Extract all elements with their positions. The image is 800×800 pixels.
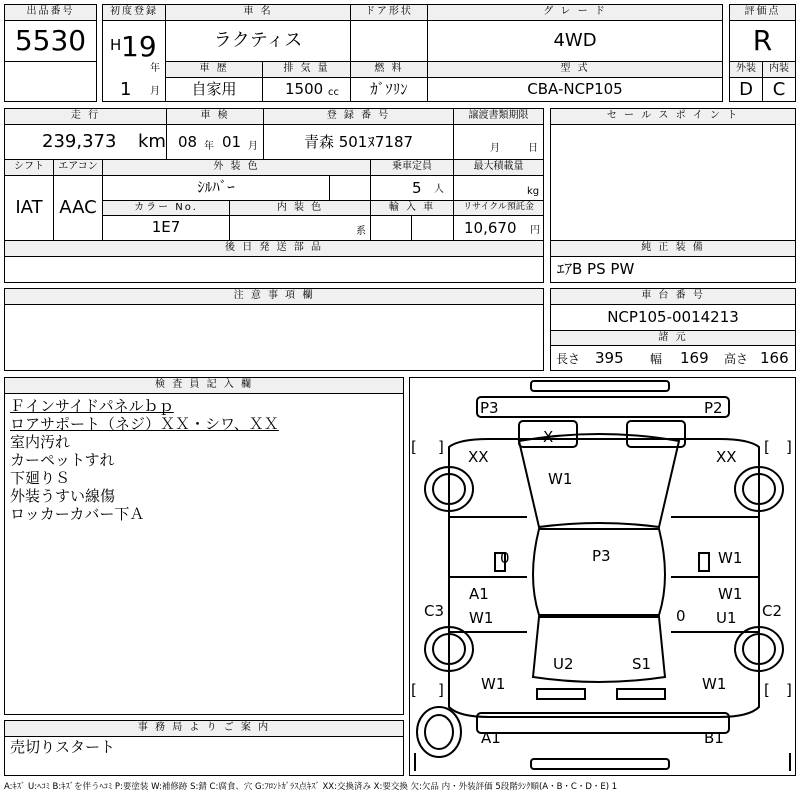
mark-a1-bumper: A1 xyxy=(481,729,501,747)
year-unit: 年 xyxy=(150,63,160,74)
mark-x-glass: X xyxy=(543,428,554,446)
transfer-month-unit: 月 xyxy=(490,143,500,154)
kg-unit: kg xyxy=(527,186,540,197)
int-color-header: 内 装 色 xyxy=(229,200,371,216)
history-header: 車 歴 xyxy=(165,61,263,78)
door-cell xyxy=(350,20,428,62)
fuel-value: ｶﾞｿﾘﾝ xyxy=(370,80,408,98)
mark-c2-right: C2 xyxy=(762,602,783,620)
import-cell-a xyxy=(370,215,412,241)
yen-unit: 円 xyxy=(530,225,540,236)
mark-p2-top: P2 xyxy=(704,399,723,417)
length-label: 長さ xyxy=(556,352,581,366)
reg-number-header: 登 録 番 号 xyxy=(263,108,454,125)
inspector-note: 外装うすい線傷 xyxy=(10,487,116,505)
import-cell-b xyxy=(411,215,454,241)
interior-value: C xyxy=(772,79,786,100)
later-parts-cell xyxy=(4,256,544,283)
capacity-header: 乗車定員 xyxy=(370,159,454,176)
car-name-header: 車 名 xyxy=(165,4,351,21)
history-value: 自家用 xyxy=(191,80,237,98)
lot-number-value: 5530 xyxy=(14,24,87,57)
ext-color-value: ｼﾙﾊﾞｰ xyxy=(197,178,235,196)
genuine-equip-header: 純 正 装 備 xyxy=(550,240,796,257)
persons-unit: 人 xyxy=(434,184,444,195)
mark-bracket-right-bottom-close: ] xyxy=(786,681,792,699)
mark-w1-right-front: W1 xyxy=(718,549,743,567)
aircon-header: エアコン xyxy=(53,159,103,176)
aircon-value: AAC xyxy=(59,197,97,218)
car-diagram xyxy=(409,377,796,776)
sales-point-header: セ ー ル ス ポ イ ン ト xyxy=(550,108,796,125)
max-load-header: 最大積載量 xyxy=(453,159,544,176)
lot-number-blank-cell xyxy=(4,61,97,102)
kei-unit: 系 xyxy=(356,226,366,237)
shift-header: シフト xyxy=(4,159,54,176)
cc-unit: cc xyxy=(328,87,339,98)
displacement-value: 1500 xyxy=(285,80,324,98)
mark-bracket-left-top-close: ] xyxy=(438,438,444,456)
lot-number-header: 出品番号 xyxy=(4,4,97,21)
exterior-header: 外装 xyxy=(729,61,763,78)
score-header: 評価点 xyxy=(729,4,796,21)
inspector-header: 検 査 員 記 入 欄 xyxy=(4,377,404,394)
height-value: 166 xyxy=(760,349,789,367)
mark-b1-bumper: B1 xyxy=(704,729,724,747)
recycle-value: 10,670 xyxy=(464,219,517,237)
inspection-year-value: 08 xyxy=(178,133,198,151)
chassis-value: NCP105-0014213 xyxy=(607,308,739,326)
notes-header: 注 意 事 項 欄 xyxy=(4,288,544,305)
mark-bracket-right-top-open: [ xyxy=(764,438,770,456)
mark-u1-right: U1 xyxy=(716,609,737,627)
km-unit: km xyxy=(138,131,166,152)
recycle-header: リサイクル預託金 xyxy=(453,200,544,216)
inspector-note: ロッカーカバー下Ａ xyxy=(10,505,145,523)
inspector-note: Ｆインサイドパネルｂｐ xyxy=(10,397,174,415)
inspector-note: ロアサポート（ネジ）ＸＸ・シワ、ＸＸ xyxy=(10,415,279,433)
inspection-year-unit: 年 xyxy=(204,141,214,152)
grade-header: グ レ ー ド xyxy=(427,4,723,21)
mark-w1-hood: W1 xyxy=(548,470,573,488)
specs-header: 諸 元 xyxy=(550,330,796,346)
displacement-header: 排 気 量 xyxy=(262,61,351,78)
chassis-header: 車 台 番 号 xyxy=(550,288,796,305)
color-no-header: カラー No. xyxy=(102,200,230,216)
door-header: ドア形状 xyxy=(350,4,428,21)
model-code-header: 型 式 xyxy=(427,61,723,78)
mark-s1-rear: S1 xyxy=(632,655,652,673)
inspector-note: 下廻りＳ xyxy=(10,469,71,487)
length-value: 395 xyxy=(595,349,624,367)
mark-w1-right-rear: W1 xyxy=(702,675,727,693)
month-value: 1 xyxy=(120,79,132,100)
inspection-month-value: 01 xyxy=(222,133,242,151)
era-value: H xyxy=(110,36,122,54)
month-unit: 月 xyxy=(150,86,160,97)
inspector-note: カーペットすれ xyxy=(10,451,115,469)
legend-footer: A:ｷｽﾞ U:ﾍｺﾐ B:ｷｽﾞを伴うﾍｺﾐ P:要塗装 W:補修跡 S:錆 C:腐食、穴 G:ﾌﾛﾝﾄｶﾞﾗｽ点ｷｽﾞ XX:交換済み X:要交換 欠:欠品 内・外装評価 5段階ﾗﾝｸ順(A・B・C・D・E) 1 xyxy=(4,782,618,792)
exterior-value: D xyxy=(739,79,753,100)
mark-bracket-left-bottom-close: ] xyxy=(438,681,444,699)
mileage-value: 239,373 xyxy=(42,131,117,152)
shift-value: IAT xyxy=(15,197,43,218)
inspector-note: 室内汚れ xyxy=(10,433,71,451)
height-label: 高さ xyxy=(724,352,749,366)
mark-p3-top: P3 xyxy=(480,399,499,417)
transfer-docs-cell xyxy=(453,124,544,160)
mark-a1-left: A1 xyxy=(469,585,489,603)
mark-w1-left-rear: W1 xyxy=(481,675,506,693)
grade-value: 4WD xyxy=(553,30,597,51)
mark-w1-right-door: W1 xyxy=(718,585,743,603)
mark-bracket-right-bottom-open: [ xyxy=(764,681,770,699)
mark-p3-roof: P3 xyxy=(592,547,611,565)
sales-point-cell xyxy=(550,124,796,241)
interior-header: 内装 xyxy=(762,61,796,78)
mark-bracket-left-bottom-open: [ xyxy=(411,681,417,699)
mileage-header: 走 行 xyxy=(4,108,167,125)
office-note: 売切りスタート xyxy=(10,738,116,756)
int-color-cell xyxy=(229,215,371,241)
notes-cell xyxy=(4,304,544,371)
score-value: R xyxy=(752,24,773,57)
inspector-notes xyxy=(10,397,279,523)
later-parts-header: 後 日 発 送 部 品 xyxy=(4,240,544,257)
mark-bracket-left-top-open: [ xyxy=(411,438,417,456)
mark-w1-left-door: W1 xyxy=(469,609,494,627)
model-code-value: CBA-NCP105 xyxy=(527,80,623,98)
mark-xx-left: XX xyxy=(468,448,489,466)
mark-o-left: 0 xyxy=(500,549,510,567)
ext-color-extra-cell xyxy=(329,175,371,201)
fuel-header: 燃 料 xyxy=(350,61,428,78)
inspection-header: 車 検 xyxy=(166,108,264,125)
mark-xx-right: XX xyxy=(716,448,737,466)
mark-bracket-right-top-close: ] xyxy=(786,438,792,456)
first-reg-header: 初度登録 xyxy=(102,4,166,21)
reg-number-value: 青森 501ﾇ7187 xyxy=(303,133,414,151)
year-value: 19 xyxy=(121,30,157,63)
car-name-value: ラクティス xyxy=(213,30,303,51)
mark-o-right: 0 xyxy=(676,607,686,625)
inspection-month-unit: 月 xyxy=(248,141,258,152)
mark-u2-rear: U2 xyxy=(553,655,574,673)
capacity-value: 5 xyxy=(412,179,422,197)
transfer-docs-header: 譲渡書類期限 xyxy=(453,108,544,125)
color-no-value: 1E7 xyxy=(151,218,181,236)
mark-c3-left: C3 xyxy=(424,602,445,620)
genuine-equip-value: ｴｱB PS PW xyxy=(557,260,635,278)
width-label: 幅 xyxy=(650,352,663,366)
transfer-day-unit: 日 xyxy=(528,143,538,154)
width-value: 169 xyxy=(680,349,709,367)
ext-color-header: 外 装 色 xyxy=(102,159,371,176)
office-header: 事 務 局 よ り ご 案 内 xyxy=(4,720,404,737)
import-header: 輸 入 車 xyxy=(370,200,454,216)
